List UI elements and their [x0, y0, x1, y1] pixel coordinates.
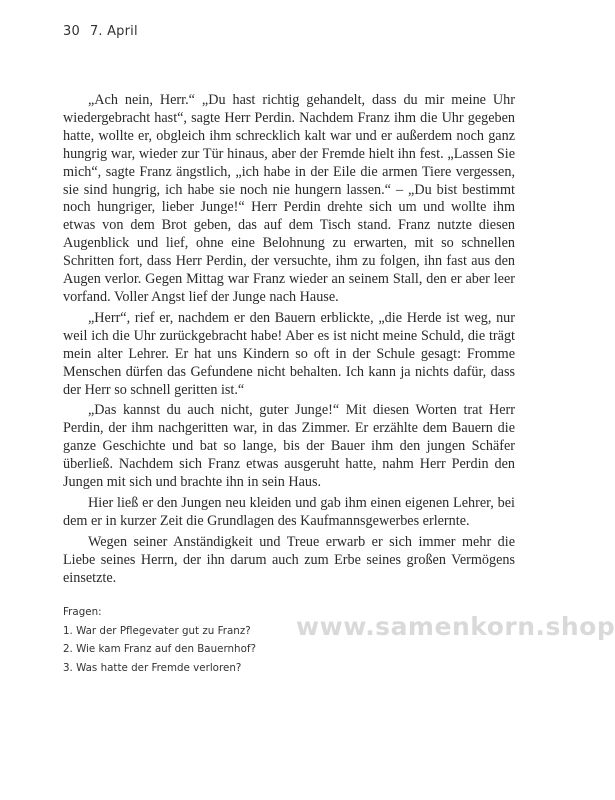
questions-section — [63, 603, 483, 677]
page-header — [63, 24, 138, 39]
question-item: 2. Wie kam Franz auf den Bauernhof? — [63, 643, 256, 656]
paragraph: „Herr“, rief er, nachdem er den Bauern erblickte, „die Herde ist weg, nur weil ich die Uhr zurückgebracht habe! Aber es ist nicht meine Schuld, die trägt mein alter Lehrer. Er hat uns Kindern so oft in der Schule gesagt: Fromme Menschen dürfen das Gefundene nicht behalten. Ich kann ja nichts dafür, dass der Herr so schnell geritten ist.“ — [63, 309, 515, 398]
question-item: 3. Was hatte der Fremde verloren? — [63, 661, 242, 674]
watermark: www.samenkorn.shop — [296, 612, 615, 641]
paragraph: Hier ließ er den Jungen neu kleiden und gab ihm einen eigenen Lehrer, bei dem er in kurzer Zeit die Grundlagen des Kaufmannsgewerbes erlernte. — [63, 494, 515, 529]
story-text — [63, 92, 515, 590]
paragraph: „Das kannst du auch nicht, guter Junge!“ Mit diesen Worten trat Herr Perdin, der ihm nachgeritten war, in das Zimmer. Er erzählte dem Bauern die ganze Geschichte und bat so lange, bis der Bauer ihm den jungen Schäfer überließ. Nachdem sich Franz etwas ausgeruht hatte, nahm Herr Perdin den Jungen mit sich und brachte ihn in sein Haus. — [63, 402, 515, 491]
questions-list — [63, 622, 483, 678]
questions-heading: Fragen: — [63, 606, 102, 618]
paragraph: „Ach nein, Herr.“ „Du hast richtig gehandelt, dass du mir meine Uhr wiedergebracht hast“, sagte Herr Perdin. Nachdem Franz ihm die Uhr gegeben hatte, wollte er, obgleich ihm schrecklich kalt war und er außerdem noch ganz hungrig war, wieder zur Tür hinaus, aber der Fremde hielt ihn fest. „Lassen Sie mich“, sagte Franz ängstlich, „ich habe in der Eile die armen Tiere vergessen, sie sind hungrig, ich habe sie noch nie hungern lassen.“ – „Du bist bestimmt noch hungriger, lieber Junge!“ Herr Perdin drehte sich um und wollte ihm etwas von dem Brot geben, das auf dem Tisch stand. Franz nutzte diesen Augenblick und lief, ohne eine Belohnung zu erwarten, mit so schnellen Schritten fort, dass Herr Perdin, der versuchte, ihm zu folgen, ihn fast aus den Augen verlor. Gegen Mittag war Franz wieder an seinem Stall, den er aber leer vorfand. Voller Angst lief der Junge nach Hause. — [63, 92, 515, 305]
page-number: 30 — [63, 24, 80, 39]
question-item: 1. War der Pflegevater gut zu Franz? — [63, 624, 251, 637]
paragraph: Wegen seiner Anständigkeit und Treue erwarb er sich immer mehr die Liebe seines Herrn, der ihn darum auch zum Erbe seines großen Vermögens einsetzte. — [63, 533, 515, 586]
chapter-date: 7. April — [89, 24, 138, 39]
